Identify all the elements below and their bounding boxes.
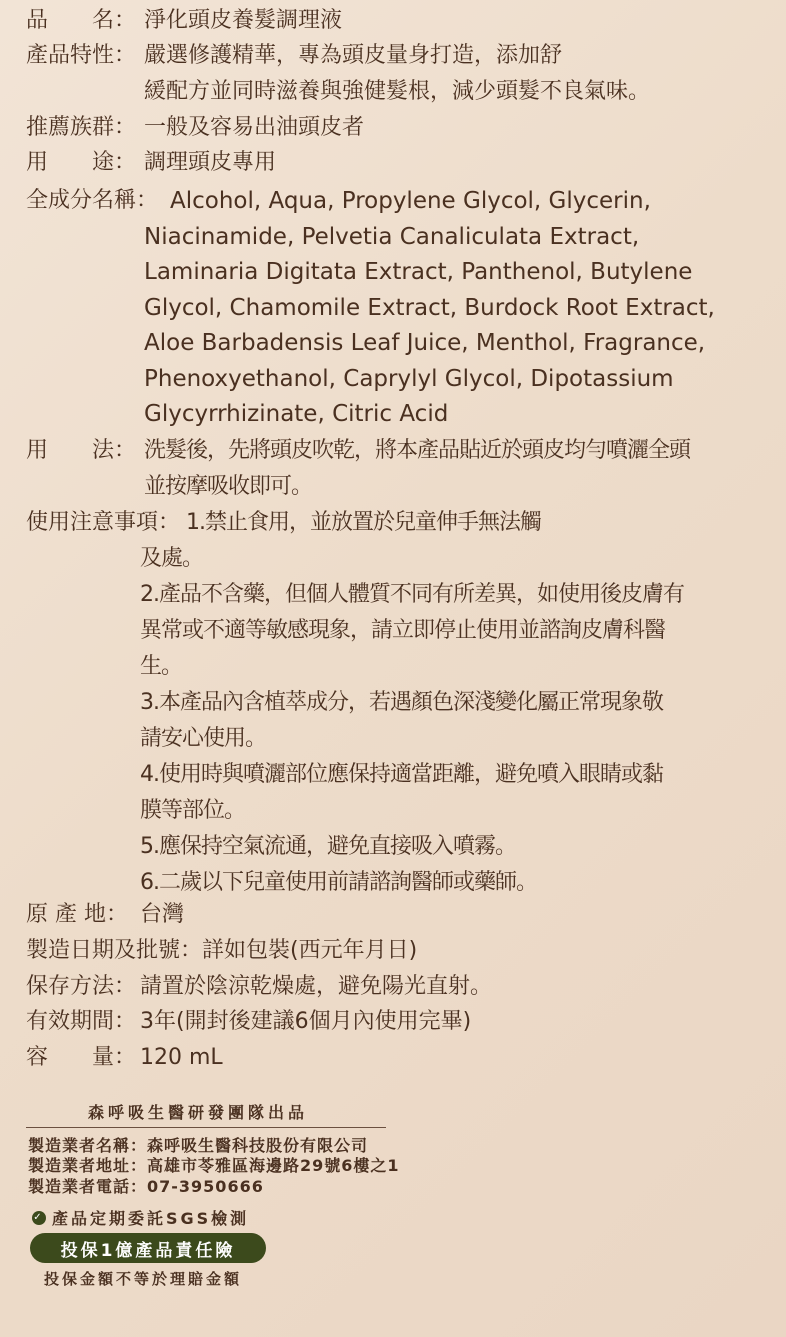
usage-line: 並按摩吸收即可。 [144, 473, 313, 499]
features-line: 緩配方並同時滋養與強健髮根，減少頭髮不良氣味。 [144, 78, 651, 104]
caution-line: 生。 [140, 654, 183, 679]
ingredients-line: Aloe Barbadensis Leaf Juice, Menthol, Fragrance, [144, 330, 706, 356]
features-line: 嚴選修護精華，專為頭皮量身打造，添加舒 [144, 43, 563, 68]
ingredients-value [144, 184, 715, 433]
usage-label: 用 法： [26, 438, 137, 463]
insurance-note: 投保金額不等於理賠金額 [44, 1270, 243, 1288]
check-circle-icon: ✓ [33, 1212, 45, 1223]
caution-line: 1.禁止食用，並放置於兒童伸手無法觸 [186, 510, 541, 535]
origin-value: 台灣 [140, 902, 185, 927]
caution-line: 異常或不適等敏感現象，請立即停止使用並諮詢皮膚科醫 [140, 618, 666, 643]
caution-line: 3.本產品內含植萃成分，若遇顏色深淺變化屬正常現象敬 [140, 690, 663, 715]
mfg-date-value: 詳如包裝(西元年月日) [202, 938, 418, 963]
storage-label: 保存方法： [26, 974, 137, 999]
origin-label: 原 產 地： [26, 902, 128, 927]
caution-line: 2.產品不含藥，但個人體質不同有所差異，如使用後皮膚有 [140, 582, 684, 607]
expiry-value: 3年(開封後建議6個月內使用完畢) [140, 1009, 472, 1034]
caution-line: 膜等部位。 [140, 798, 246, 823]
sgs-note-text: 產品定期委託SGS檢測 [52, 1209, 250, 1228]
purpose-value: 調理頭皮專用 [144, 150, 277, 175]
caution-line: 6.二歲以下兒童使用前請諮詢醫師或藥師。 [140, 870, 537, 895]
ingredients-line: Laminaria Digitata Extract, Panthenol, Butylene [144, 259, 693, 285]
cautions-label: 使用注意事項： [26, 510, 181, 535]
caution-line: 5.應保持空氣流通，避免直接吸入噴霧。 [140, 834, 516, 859]
insurance-badge: 投保1億產品責任險 [30, 1233, 266, 1263]
usage-line: 洗髮後，先將頭皮吹乾，將本產品貼近於頭皮均勻噴灑全頭 [144, 438, 691, 463]
mfg-date-label: 製造日期及批號： [26, 938, 203, 963]
recommended-value: 一般及容易出油頭皮者 [144, 115, 365, 140]
caution-line: 4.使用時與噴灑部位應保持適當距離，避免噴入眼睛或黏 [140, 762, 663, 787]
ingredients-line: Glycol, Chamomile Extract, Burdock Root Extract, [144, 294, 715, 321]
manufacturer-address: 製造業者地址：高雄市苓雅區海邊路29號6樓之1 [28, 1156, 400, 1175]
brand-heading: 森呼吸生醫研發團隊出品 [88, 1103, 309, 1122]
cautions-value [140, 505, 684, 901]
manufacturer-name: 製造業者名稱：森呼吸生醫科技股份有限公司 [28, 1136, 369, 1155]
caution-line: 及處。 [140, 546, 204, 571]
sgs-note [32, 1206, 249, 1229]
divider [26, 1127, 386, 1128]
ingredients-line: Phenoxyethanol, Caprylyl Glycol, Dipotassium [144, 365, 674, 392]
ingredients-line: Glycyrrhizinate, Citric Acid [144, 401, 449, 427]
usage-value [144, 433, 690, 504]
features-label: 產品特性： [26, 43, 137, 68]
manufacturer-phone: 製造業者電話：07-3950666 [28, 1177, 264, 1196]
recommended-label: 推薦族群： [26, 115, 137, 140]
volume-label: 容 量： [26, 1045, 137, 1070]
volume-value: 120 mL [140, 1045, 223, 1070]
product-name-label: 品 名： [26, 8, 137, 33]
caution-line: 請安心使用。 [140, 726, 267, 751]
product-name-value: 淨化頭皮養髮調理液 [144, 8, 343, 33]
features-value [144, 38, 650, 109]
ingredients-line: Niacinamide, Pelvetia Canaliculata Extract, [144, 223, 640, 250]
purpose-label: 用 途： [26, 150, 137, 175]
ingredients-label: 全成分名稱： [26, 188, 159, 213]
storage-value: 請置於陰涼乾燥處，避免陽光直射。 [140, 974, 493, 999]
ingredients-line: Alcohol, Aqua, Propylene Glycol, Glycerin, [170, 188, 651, 214]
expiry-label: 有效期間： [26, 1009, 137, 1034]
